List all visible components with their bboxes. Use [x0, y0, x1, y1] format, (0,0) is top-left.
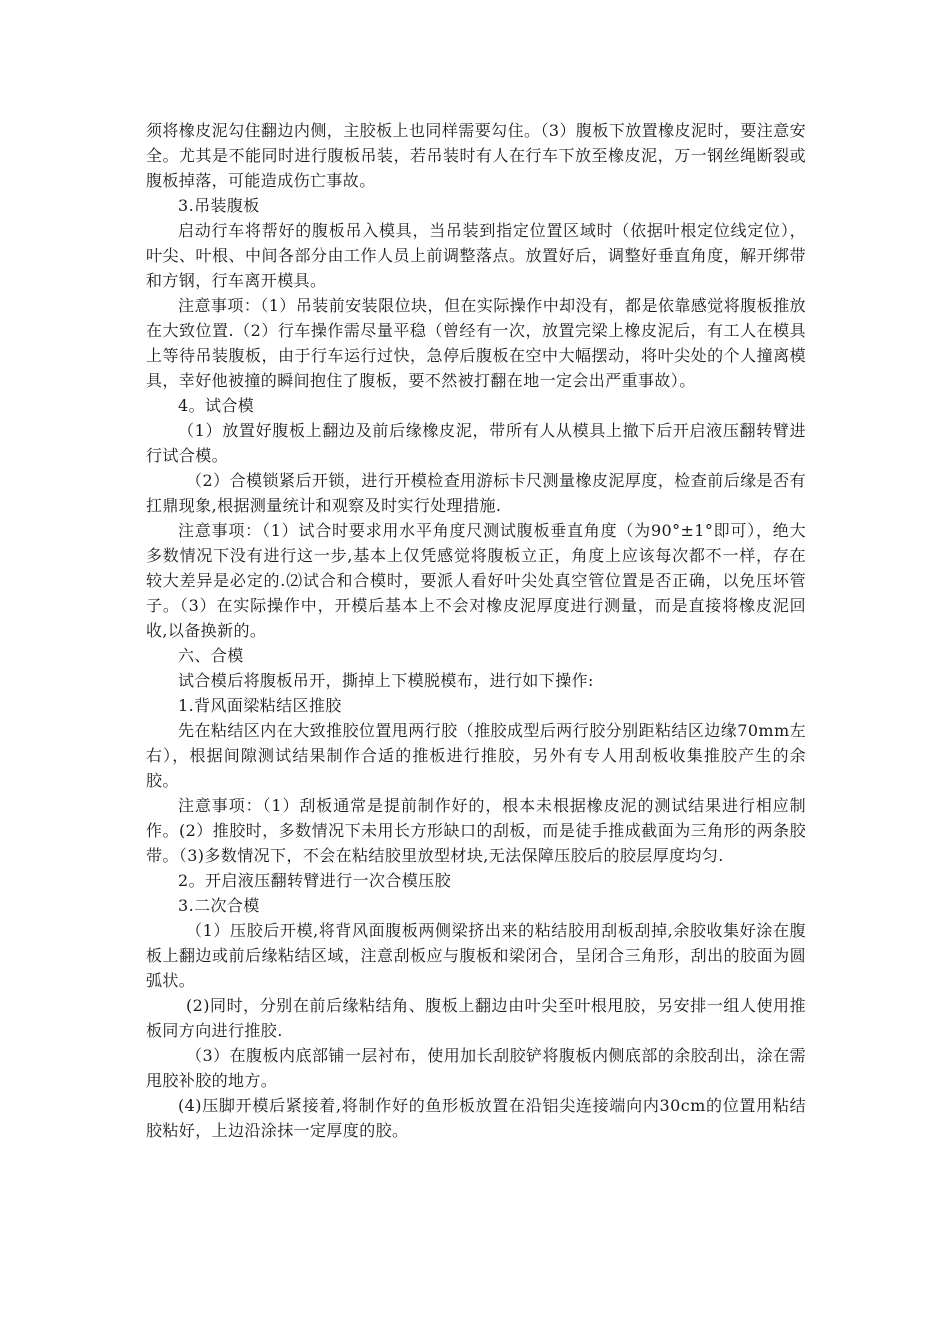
section-heading-second-close: 3.二次合模 — [178, 896, 260, 915]
paragraph-notes: 注意事项：（1）刮板通常是提前制作好的，根本未根据橡皮泥的测试结果进行相应制作。(2）推胶时，多数情况下未用长方形缺口的刮板，而是徒手推成截面为三角形的两条胶带。（3)多数情况下，不会在粘结胶里放型材块,无法保障压胶后的胶层厚度均匀. — [146, 796, 806, 865]
section-heading-mold-closing: 六、合模 — [178, 646, 244, 665]
paragraph: 试合模后将腹板吊开，撕掉上下模脱模布，进行如下操作: — [178, 671, 594, 690]
section-heading-first-press: 2。开启液压翻转臂进行一次合模压胶 — [178, 871, 451, 890]
paragraph-notes: 注意事项：（1）试合时要求用水平角度尺测试腹板垂直角度（为90°±1°即可），绝大多数情况下没有进行这一步,基本上仅凭感觉将腹板立正，角度上应该每次都不一样，存在较大差异是必定的.⑵试合和合模时，要派人看好叶尖处真空管位置是否正确，以免压坏管子。（3）在实际操作中，开模后基本上不会对橡皮泥厚度进行测量，而是直接将橡皮泥回收,以备换新的。 — [146, 521, 806, 640]
section-heading-trial-close: 4。试合模 — [178, 396, 255, 415]
paragraph: (2)同时，分别在前后缘粘结角、腹板上翻边由叶尖至叶根甩胶，另安排一组人使用推板同方向进行推胶. — [146, 996, 806, 1040]
paragraph: （3）在腹板内底部铺一层衬布，使用加长刮胶铲将腹板内侧底部的余胶刮出，涂在需甩胶补胶的地方。 — [146, 1046, 806, 1090]
paragraph: 先在粘结区内在大致推胶位置甩两行胶（推胶成型后两行胶分别距粘结区边缘70mm左右），根据间隙测试结果制作合适的推板进行推胶，另外有专人用刮板收集推胶产生的余胶。 — [146, 721, 806, 790]
section-heading-leeward-bond: 1.背风面梁粘结区推胶 — [178, 696, 342, 715]
section-heading-hoist-web: 3.吊装腹板 — [178, 196, 260, 215]
paragraph: （1）放置好腹板上翻边及前后缘橡皮泥，带所有人从模具上撤下后开启液压翻转臂进行试合模。 — [146, 421, 806, 465]
paragraph: (4)压脚开模后紧接着,将制作好的鱼形板放置在沿铝尖连接端向内30cm的位置用粘结胶粘好，上边沿涂抹一定厚度的胶。 — [146, 1096, 806, 1140]
paragraph-notes: 注意事项：（1）吊装前安装限位块，但在实际操作中却没有，都是依靠感觉将腹板推放在大致位置.（2）行车操作需尽量平稳（曾经有一次，放置完梁上橡皮泥后，有工人在模具上等待吊装腹板，由于行车运行过快，急停后腹板在空中大幅摆动，将叶尖处的个人撞离模具，幸好他被撞的瞬间抱住了腹板，要不然被打翻在地一定会出严重事故）。 — [146, 296, 806, 390]
paragraph: 启动行车将帮好的腹板吊入模具，当吊装到指定位置区域时（依据叶根定位线定位），叶尖、叶根、中间各部分由工作人员上前调整落点。放置好后，调整好垂直角度，解开绑带和方钢，行车离开模具。 — [146, 221, 806, 290]
paragraph: （1）压胶后开模,将背风面腹板两侧梁挤出来的粘结胶用刮板刮掉,余胶收集好涂在腹板上翻边或前后缘粘结区域，注意刮板应与腹板和梁闭合，呈闭合三角形，刮出的胶面为圆弧状。 — [146, 921, 806, 990]
paragraph: （2）合模锁紧后开锁，进行开模检查用游标卡尺测量橡皮泥厚度，检查前后缘是否有扛鼎现象,根据测量统计和观察及时实行处理措施. — [146, 471, 806, 515]
document-body — [146, 118, 806, 1143]
paragraph-continuation: 须将橡皮泥勾住翻边内侧，主胶板上也同样需要勾住。（3）腹板下放置橡皮泥时，要注意安全。尤其是不能同时进行腹板吊装，若吊装时有人在行车下放至橡皮泥，万一钢丝绳断裂或腹板掉落，可能造成伤亡事故。 — [146, 121, 806, 190]
